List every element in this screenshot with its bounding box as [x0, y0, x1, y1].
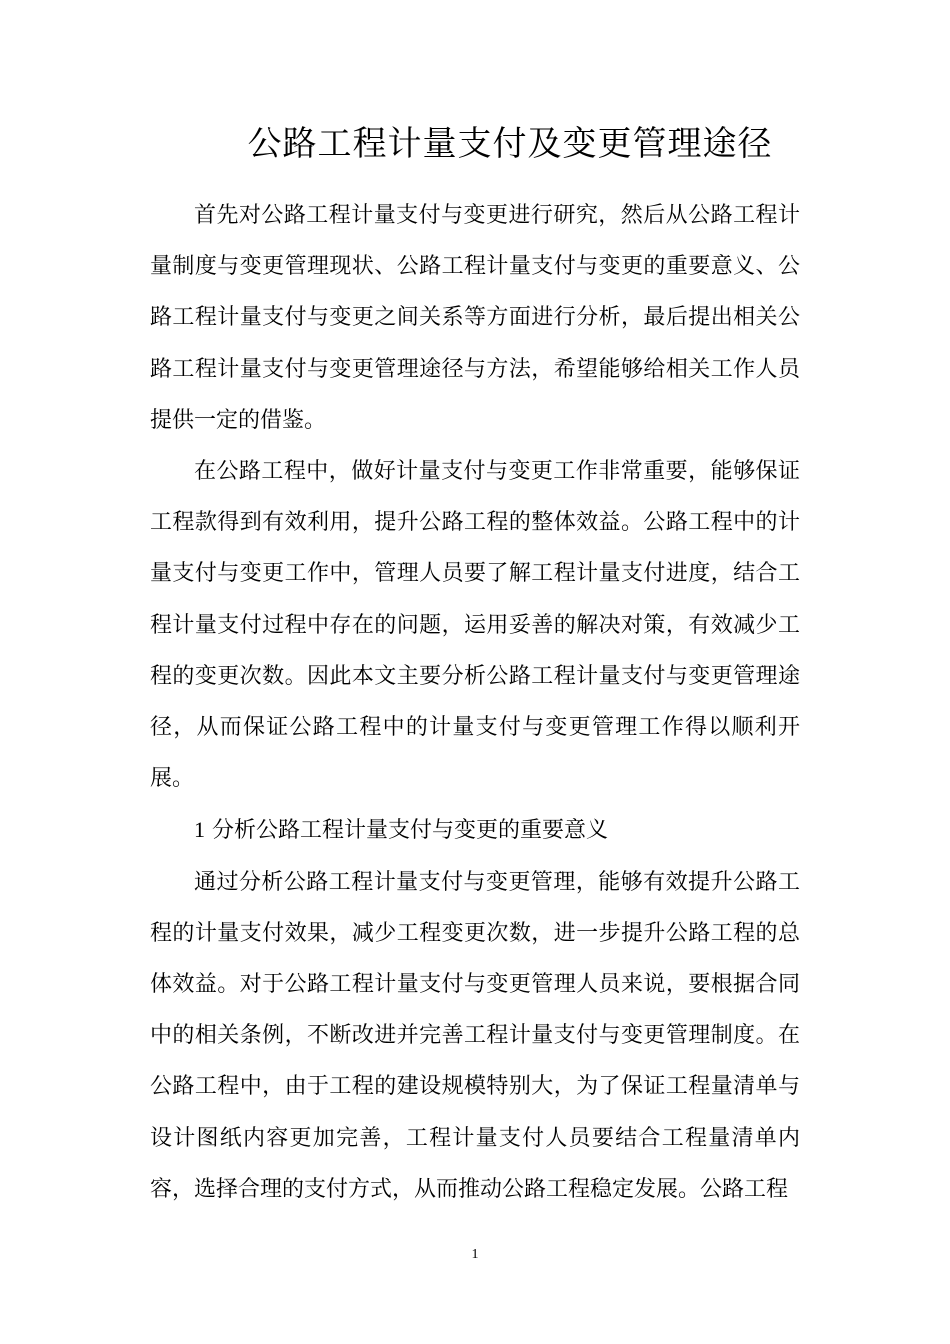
document-body	[150, 190, 800, 1215]
page-number: 1	[471, 1247, 479, 1262]
section-heading	[150, 804, 800, 856]
intro-paragraph: 首先对公路工程计量支付与变更进行研究，然后从公路工程计量制度与变更管理现状、公路工程计量支付与变更的重要意义、公路工程计量支付与变更之间关系等方面进行分析，最后提出相关公路工程计量支付与变更管理途径与方法，希望能够给相关工作人员提供一定的借鉴。	[150, 203, 800, 433]
document-title: 公路工程计量支付及变更管理途径	[247, 124, 773, 164]
background-paragraph: 在公路工程中，做好计量支付与变更工作非常重要，能够保证工程款得到有效利用，提升公路工程的整体效益。公路工程中的计量支付与变更工作中，管理人员要了解工程计量支付进度，结合工程计量支付过程中存在的问题，运用妥善的解决对策，有效减少工程的变更次数。因此本文主要分析公路工程计量支付与变更管理途径，从而保证公路工程中的计量支付与变更管理工作得以顺利开展。	[150, 459, 800, 792]
section-paragraph: 通过分析公路工程计量支付与变更管理，能够有效提升公路工程的计量支付效果，减少工程变更次数，进一步提升公路工程的总体效益。对于公路工程计量支付与变更管理人员来说，要根据合同中的相关条例，不断改进并完善工程计量支付与变更管理制度。在公路工程中，由于工程的建设规模特别大，为了保证工程量清单与设计图纸内容更加完善，工程计量支付人员要结合工程量清单内容，选择合理的支付方式，从而推动公路工程稳定发展。公路工程	[150, 869, 800, 1202]
section-title: 分析公路工程计量支付与变更的重要意义	[212, 818, 609, 844]
section-number: 1	[194, 817, 205, 843]
